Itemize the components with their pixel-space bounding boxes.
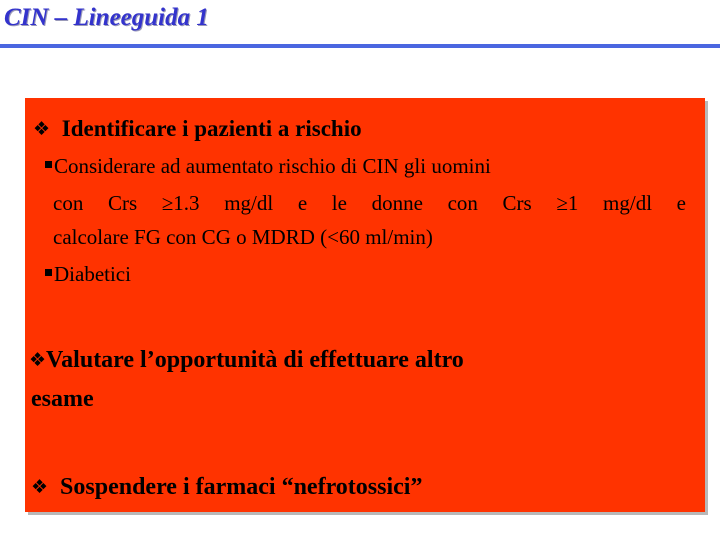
diamond-bullet-icon: ❖ (31, 476, 49, 498)
title-divider (0, 44, 720, 48)
bullet-item-suspend (31, 475, 422, 499)
sub-item-line: calcolare FG con CG o MDRD (<60 ml/min) (53, 225, 433, 249)
sub-item-line: con Crs ≥1.3 mg/dl e le donne con Crs ≥1 mg/dl e (53, 191, 686, 215)
sub-item-line: Diabetici (54, 262, 131, 286)
bullet-item-label: Identificare i pazienti a rischio (61, 116, 362, 141)
bullet-item-identify (33, 117, 362, 140)
bullet-item-label: Valutare l’opportunità di effettuare altro (46, 347, 464, 373)
bullet-item-label-continued: esame (31, 386, 94, 412)
square-bullet-icon (45, 161, 52, 168)
square-bullet-icon (45, 269, 52, 276)
sub-item-consider (45, 156, 491, 177)
bullet-item-evaluate (29, 348, 464, 372)
slide-title: CIN – Lineeguida 1 (4, 4, 209, 31)
sub-item-line: Considerare ad aumentato rischio di CIN gli uomini (54, 154, 491, 178)
sub-item-diabetics (45, 264, 131, 285)
diamond-bullet-icon: ❖ (33, 118, 51, 140)
bullet-item-label: Sospendere i farmaci “nefrotossici” (60, 474, 423, 500)
content-box (25, 98, 705, 512)
diamond-bullet-icon: ❖ (29, 349, 47, 371)
